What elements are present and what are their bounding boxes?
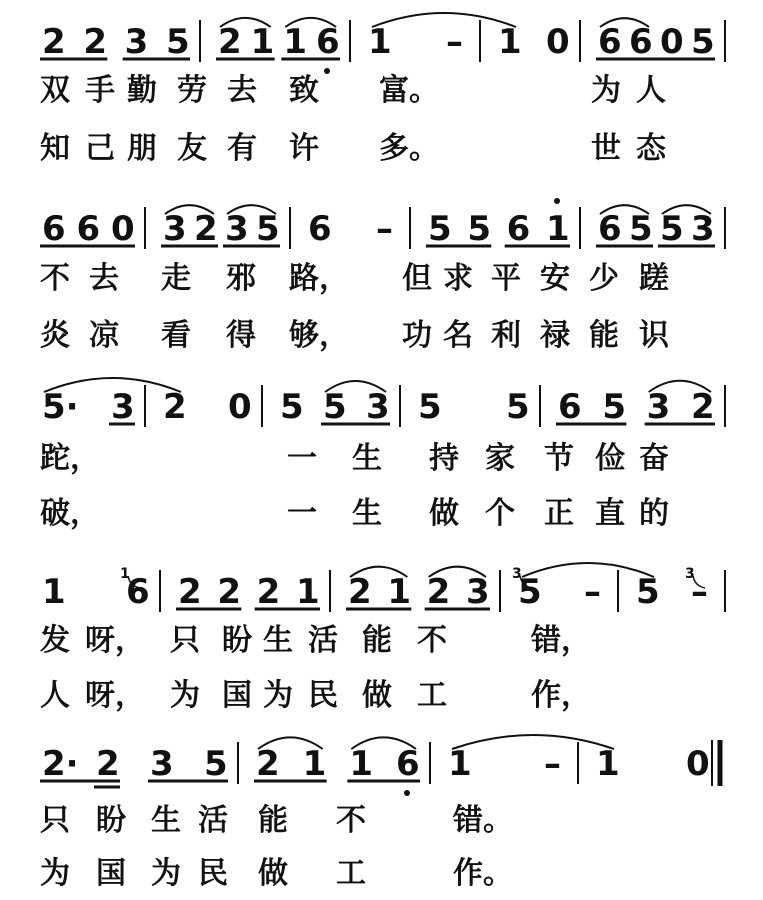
- jianpu-note: 2: [178, 572, 202, 612]
- lyric-char: 一: [287, 441, 317, 476]
- lyric-char: 活: [198, 803, 228, 838]
- lyric-char: 做: [258, 856, 288, 891]
- lyric-char: 凉: [89, 318, 119, 353]
- jianpu-note: 5: [518, 572, 542, 612]
- lyric-char: 只: [40, 803, 70, 838]
- lyric-char: 生: [151, 803, 181, 838]
- dash-extension: –: [446, 22, 463, 62]
- jianpu-note: 0: [660, 22, 684, 62]
- jianpu-note: 2·: [42, 744, 79, 784]
- lyric-char: 勤: [127, 73, 157, 108]
- octave-dot-below: [324, 68, 330, 74]
- lyric-char: 得: [226, 318, 256, 353]
- grace-note: 3: [512, 566, 522, 582]
- lyric-char: 不: [40, 261, 70, 296]
- jianpu-note: 1: [283, 22, 308, 62]
- lyric-char: 利: [491, 318, 521, 353]
- jianpu-note: 1: [296, 572, 320, 612]
- lyric-char: 朋: [127, 131, 157, 166]
- jianpu-note: 1: [368, 22, 392, 62]
- jianpu-note: 6: [598, 209, 622, 249]
- lyric-char: 有: [227, 131, 257, 166]
- lyric-char: 态: [636, 131, 666, 166]
- jianpu-note: 2: [96, 744, 120, 784]
- lyric-char: 家: [485, 441, 515, 476]
- lyric-char: 功: [402, 318, 432, 353]
- jianpu-note: 2: [83, 22, 108, 62]
- jianpu-note: 6: [598, 22, 622, 62]
- jianpu-note: 2: [256, 572, 281, 612]
- jianpu-note: 3: [691, 209, 715, 249]
- jianpu-note: 1: [250, 22, 275, 62]
- lyric-char: 多。: [379, 131, 439, 166]
- lyric-char: 民: [308, 678, 338, 713]
- jianpu-note: 0: [228, 387, 252, 427]
- lyric-char: 禄: [540, 318, 570, 353]
- lyric-char: 不: [336, 803, 366, 838]
- dash-extension: –: [544, 744, 561, 784]
- lyric-char: 安: [540, 261, 570, 296]
- lyric-char: 走: [161, 261, 191, 296]
- jianpu-note: 2: [194, 209, 218, 249]
- lyric-char: 奋: [639, 441, 669, 476]
- jianpu-note: 1: [546, 209, 570, 249]
- lyric-char: 但: [402, 261, 432, 296]
- lyric-char: 路，: [289, 261, 349, 296]
- jianpu-note: 3: [366, 387, 390, 427]
- grace-note: 1: [120, 566, 130, 582]
- lyric-char: 人: [40, 678, 70, 713]
- tie-mark: [452, 735, 614, 749]
- lyric-char: 为: [40, 856, 70, 891]
- jianpu-note: 2: [426, 572, 451, 612]
- lyric-char: 生: [263, 623, 293, 658]
- lyric-char: 炎: [40, 318, 70, 353]
- lyric-char: 能: [589, 318, 619, 353]
- lyric-char: 工: [336, 856, 366, 891]
- lyric-char: 只: [170, 623, 200, 658]
- lyric-char: 作。: [453, 856, 513, 891]
- lyric-char: 知: [40, 131, 70, 166]
- jianpu-note: 1: [596, 744, 620, 784]
- jianpu-note: 5: [467, 209, 492, 249]
- lyric-char: 够，: [289, 318, 349, 353]
- lyric-char: 双: [40, 73, 70, 108]
- lyric-char: 一: [287, 496, 317, 531]
- jianpu-note: 0: [111, 209, 135, 249]
- jianpu-note: 1: [498, 22, 522, 62]
- lyric-char: 平: [491, 261, 521, 296]
- lyric-char: 邪: [226, 261, 256, 296]
- lyric-char: 的: [639, 496, 669, 531]
- lyric-char: 致: [289, 73, 319, 108]
- lyric-char: 看: [161, 318, 191, 353]
- jianpu-note: 3: [163, 209, 187, 249]
- lyric-char: 错。: [453, 803, 513, 838]
- jianpu-note: 1: [42, 572, 66, 612]
- jianpu-note: 0: [546, 22, 570, 62]
- jianpu-note: 6: [308, 209, 332, 249]
- jianpu-note: 3: [225, 209, 249, 249]
- jianpu-note: 5·: [42, 387, 79, 427]
- jianpu-note: 3: [124, 22, 149, 62]
- lyric-char: 持: [429, 441, 459, 476]
- jianpu-note: 6: [76, 209, 101, 249]
- dash-extension: –: [691, 572, 708, 612]
- lyric-char: 去: [227, 73, 257, 108]
- lyric-char: 工: [417, 678, 447, 713]
- lyric-char: 俭: [595, 441, 625, 476]
- lyric-char: 求: [443, 261, 473, 296]
- lyric-char: 许: [289, 131, 319, 166]
- lyric-char: 生: [352, 496, 382, 531]
- dash-extension: –: [584, 572, 601, 612]
- tie-mark: [372, 13, 516, 27]
- lyric-char: 世: [591, 131, 621, 166]
- grace-note: 3: [685, 566, 695, 582]
- lyric-char: 富。: [379, 73, 439, 108]
- lyric-char: 去: [89, 261, 119, 296]
- jianpu-note: 5: [280, 387, 304, 427]
- lyric-char: 人: [636, 73, 666, 108]
- jianpu-note: 5: [602, 387, 627, 427]
- jianpu-note: 1: [448, 744, 472, 784]
- lyric-char: 盼: [96, 803, 126, 838]
- lyric-char: 直: [595, 496, 625, 531]
- lyric-char: 错，: [531, 623, 591, 658]
- lyric-char: 破，: [40, 496, 100, 531]
- jianpu-note: 0: [686, 744, 710, 784]
- lyric-char: 盼: [222, 623, 252, 658]
- jianpu-note: 2: [348, 572, 372, 612]
- lyric-char: 发: [40, 623, 70, 658]
- jianpu-note: 3: [466, 572, 490, 612]
- lyric-char: 跎，: [40, 441, 100, 476]
- octave-dot-above: [554, 198, 560, 204]
- jianpu-note: 6: [126, 572, 150, 612]
- lyric-char: 呀，: [85, 678, 145, 713]
- jianpu-note: 2: [163, 387, 187, 427]
- jianpu-note: 6: [396, 744, 420, 784]
- lyric-char: 为: [263, 678, 293, 713]
- jianpu-note: 6: [506, 209, 531, 249]
- lyric-char: 能: [258, 803, 288, 838]
- jianpu-note: 3: [646, 387, 671, 427]
- lyric-char: 劳: [177, 73, 207, 108]
- jianpu-note: 2: [42, 22, 66, 62]
- lyric-char: 做: [429, 496, 459, 531]
- lyric-char: 生: [352, 441, 382, 476]
- jianpu-note: 5: [428, 209, 452, 249]
- jianpu-note: 5: [323, 387, 347, 427]
- octave-dot-below: [404, 790, 410, 796]
- lyric-char: 正: [544, 496, 574, 531]
- lyric-char: 为: [151, 856, 181, 891]
- jianpu-note: 6: [316, 22, 340, 62]
- jianpu-note: 2: [218, 22, 242, 62]
- lyric-char: 活: [308, 623, 338, 658]
- jianpu-note: 1: [387, 572, 412, 612]
- lyric-char: 做: [362, 678, 392, 713]
- lyric-char: 蹉: [639, 261, 669, 296]
- jianpu-note: 3: [150, 744, 174, 784]
- jianpu-note: 5: [691, 22, 715, 62]
- lyric-char: 个: [485, 496, 515, 531]
- lyric-char: 作，: [531, 678, 591, 713]
- jianpu-note: 2: [256, 744, 280, 784]
- lyric-char: 民: [198, 856, 228, 891]
- jianpu-note: 5: [506, 387, 530, 427]
- jianpu-note: 1: [349, 744, 374, 784]
- jianpu-note: 1: [302, 744, 327, 784]
- lyric-char: 能: [362, 623, 392, 658]
- lyric-char: 为: [591, 73, 621, 108]
- jianpu-note: 5: [204, 744, 228, 784]
- jianpu-note: 5: [660, 209, 684, 249]
- jianpu-note: 2: [691, 387, 715, 427]
- jianpu-note: 5: [418, 387, 442, 427]
- lyric-char: 友: [177, 131, 207, 166]
- jianpu-note: 6: [42, 209, 66, 249]
- lyric-char: 国: [96, 856, 126, 891]
- lyric-char: 为: [170, 678, 200, 713]
- jianpu-note: 6: [629, 22, 653, 62]
- dash-extension: –: [376, 209, 393, 249]
- jianpu-note: 5: [636, 572, 660, 612]
- jianpu-note: 3: [111, 387, 135, 427]
- lyric-char: 名: [443, 318, 473, 353]
- lyric-char: 国: [222, 678, 252, 713]
- lyric-char: 呀，: [85, 623, 145, 658]
- lyric-char: 节: [544, 441, 574, 476]
- lyric-char: 手: [85, 73, 115, 108]
- lyric-char: 己: [85, 131, 115, 166]
- jianpu-note: 5: [629, 209, 653, 249]
- lyric-char: 不: [417, 623, 447, 658]
- jianpu-note: 5: [166, 22, 190, 62]
- lyric-char: 少: [589, 261, 619, 296]
- lyric-char: 识: [639, 318, 669, 353]
- jianpu-note: 2: [217, 572, 242, 612]
- jianpu-note: 5: [256, 209, 280, 249]
- jianpu-note: 6: [558, 387, 582, 427]
